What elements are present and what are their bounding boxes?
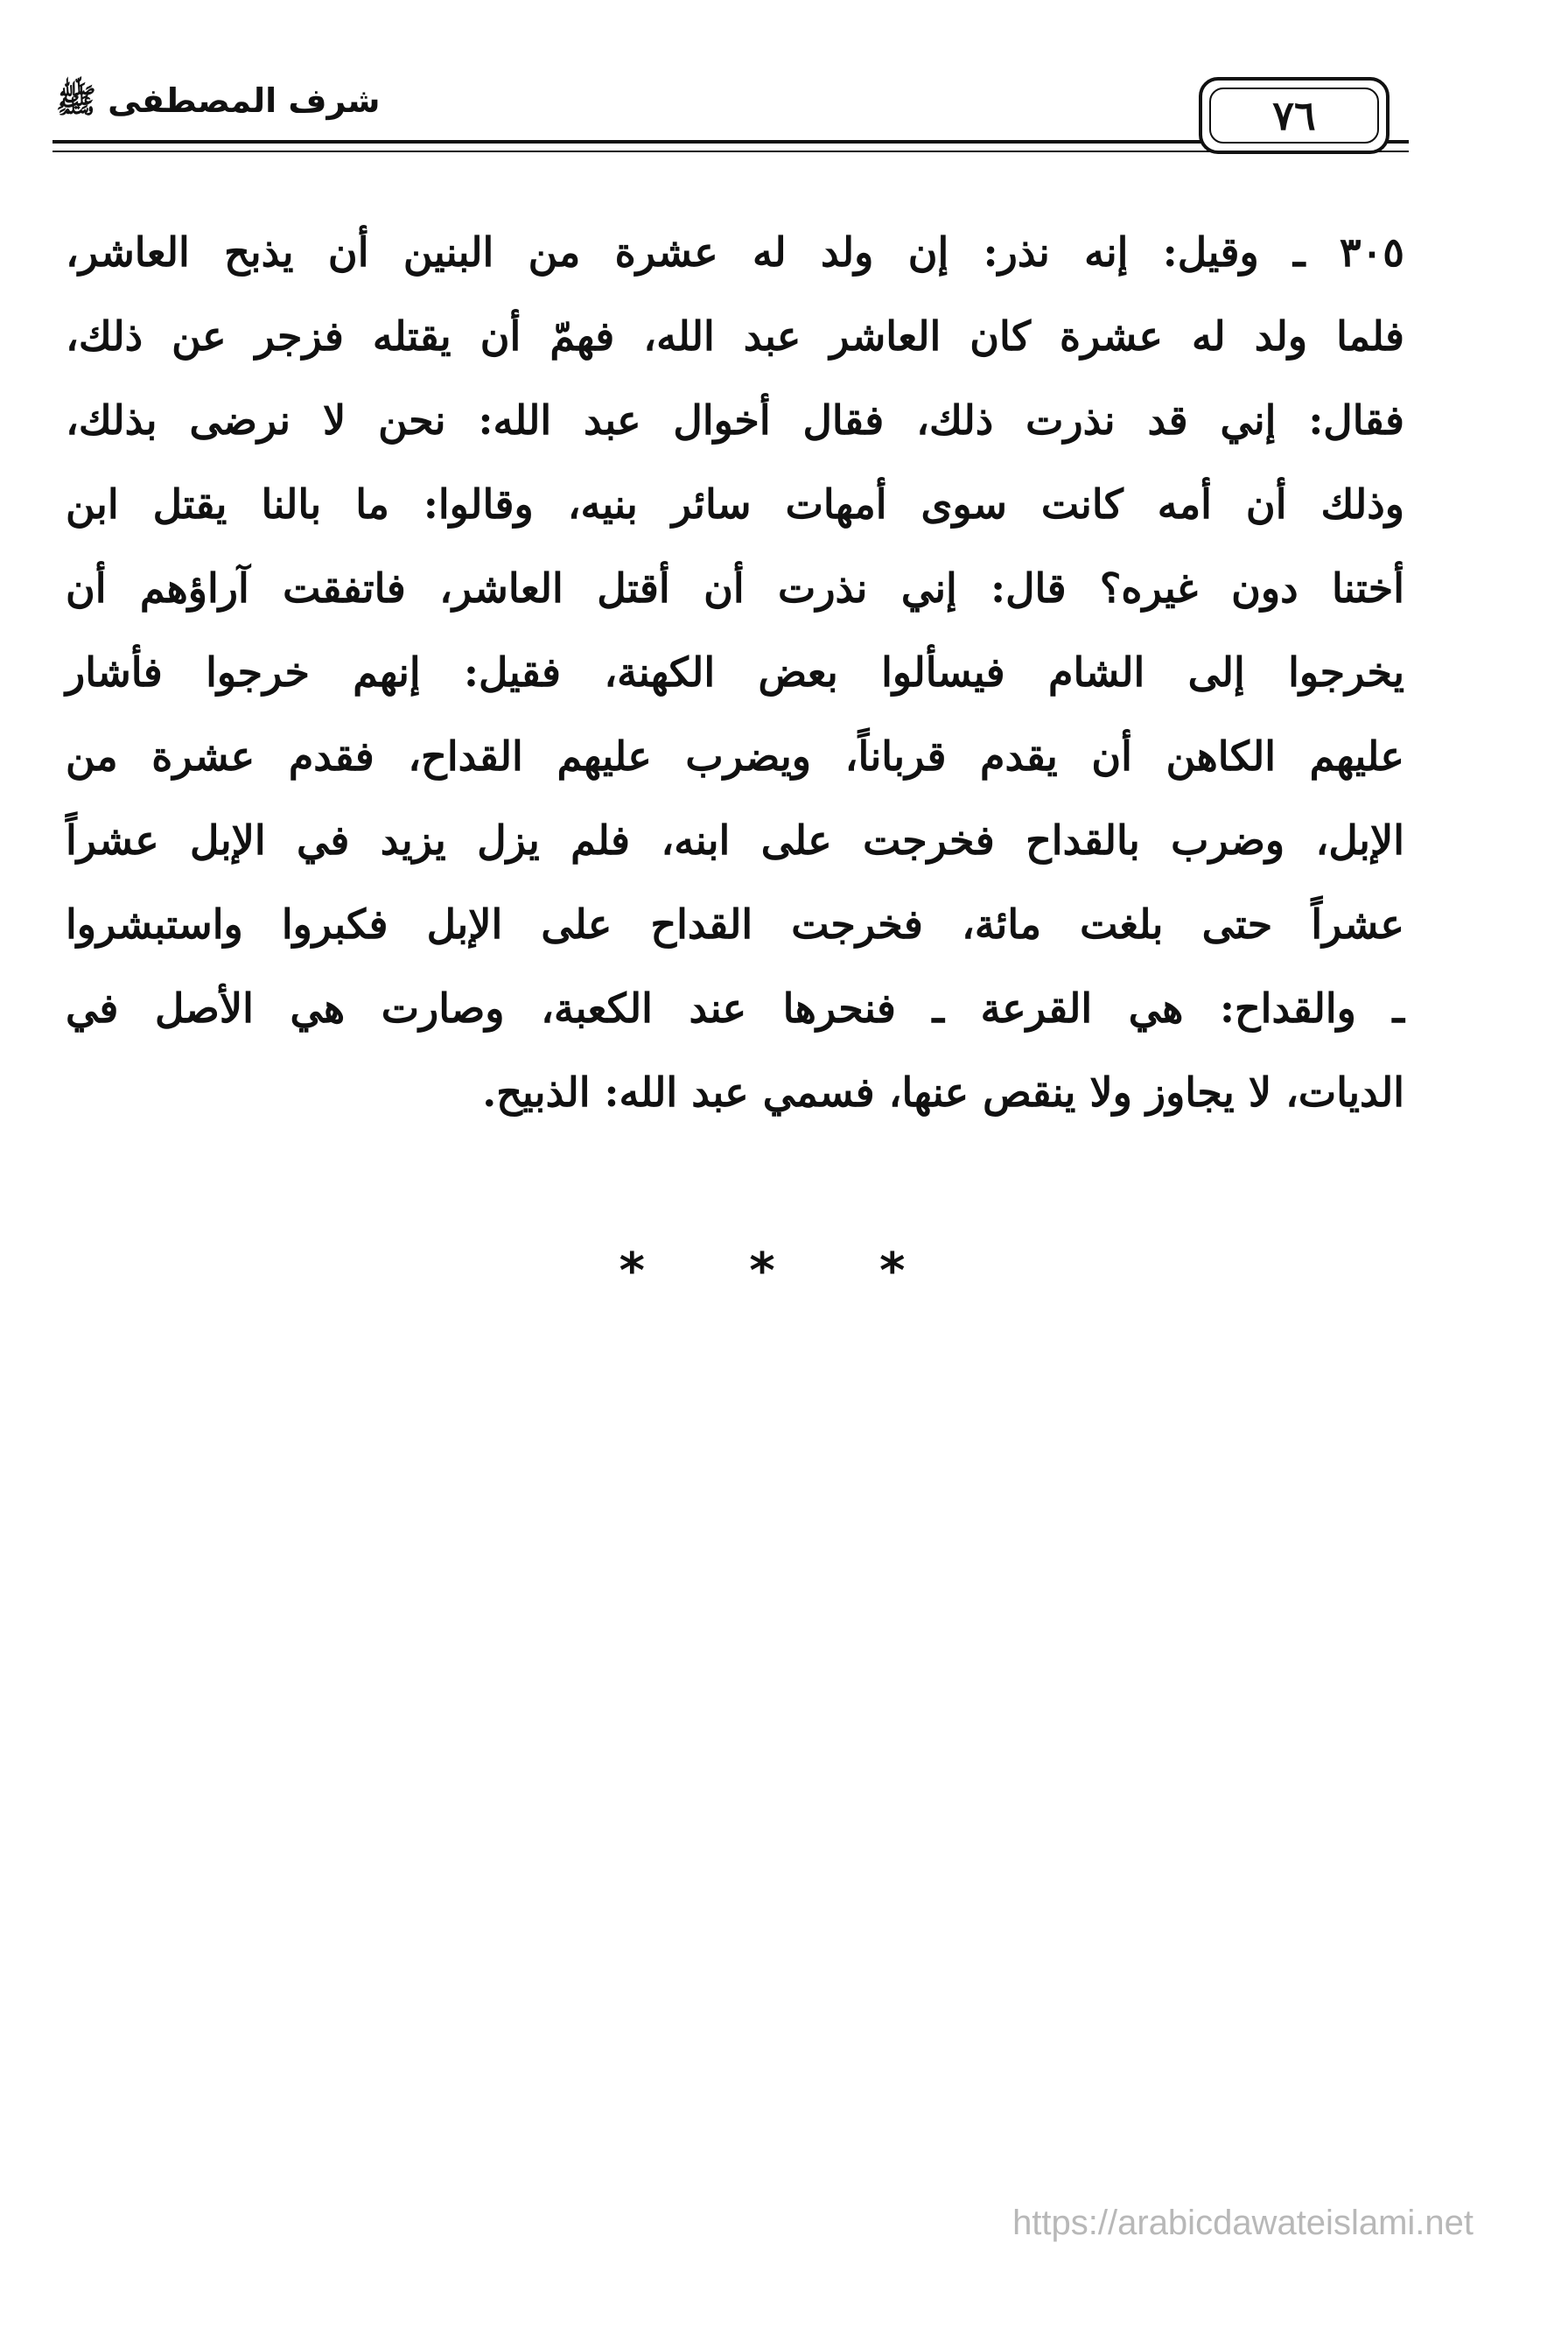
text-line: وذلك أن أمه كانت سوى أمهات سائر بنيه، وقالوا: ما بالنا يقتل ابن — [66, 480, 1404, 528]
text-line: عليهم الكاهن أن يقدم قرباناً، ويضرب عليهم القداح، فقدم عشرة من — [66, 732, 1404, 780]
text-line: فقال: إني قد نذرت ذلك، فقال أخوال عبد الله: نحن لا نرضى بذلك، — [66, 396, 1404, 444]
text-line: فلما ولد له عشرة كان العاشر عبد الله، فهمّ أن يقتله فزجر عن ذلك، — [66, 312, 1404, 360]
text-line: ٣٠٥ ـ وقيل: إنه نذر: إن ولد له عشرة من البنين أن يذبح العاشر، — [66, 228, 1404, 276]
page-number-frame — [1199, 77, 1390, 154]
page-header — [52, 77, 1409, 158]
running-title: شرف المصطفى ﷺ — [52, 81, 388, 129]
text-line: أختنا دون غيره؟ قال: إني نذرت أن أقتل العاشر، فاتفقت آراؤهم أن — [66, 564, 1404, 612]
section-separator: * * * — [619, 1243, 949, 1300]
text-line: الإبل، وضرب بالقداح فخرجت على ابنه، فلم يزل يزيد في الإبل عشراً — [66, 817, 1404, 864]
watermark-url: https://arabicdawateislami.net — [1012, 2204, 1474, 2242]
text-line: عشراً حتى بلغت مائة، فخرجت القداح على الإبل فكبروا واستبشروا — [66, 901, 1404, 948]
text-line: يخرجوا إلى الشام فيسألوا بعض الكهنة، فقيل: إنهم خرجوا فأشار — [66, 648, 1404, 696]
text-line: ـ والقداح: هي القرعة ـ فنحرها عند الكعبة، وصارت هي الأصل في — [66, 985, 1404, 1032]
header-rule-thin — [52, 151, 1409, 152]
entry-text — [66, 210, 1404, 1134]
page-number: ٧٦ — [1209, 88, 1379, 144]
text-line-last: الديات، لا يجاوز ولا ينقص عنها، فسمي عبد الله: الذبيح. — [482, 1069, 1404, 1116]
